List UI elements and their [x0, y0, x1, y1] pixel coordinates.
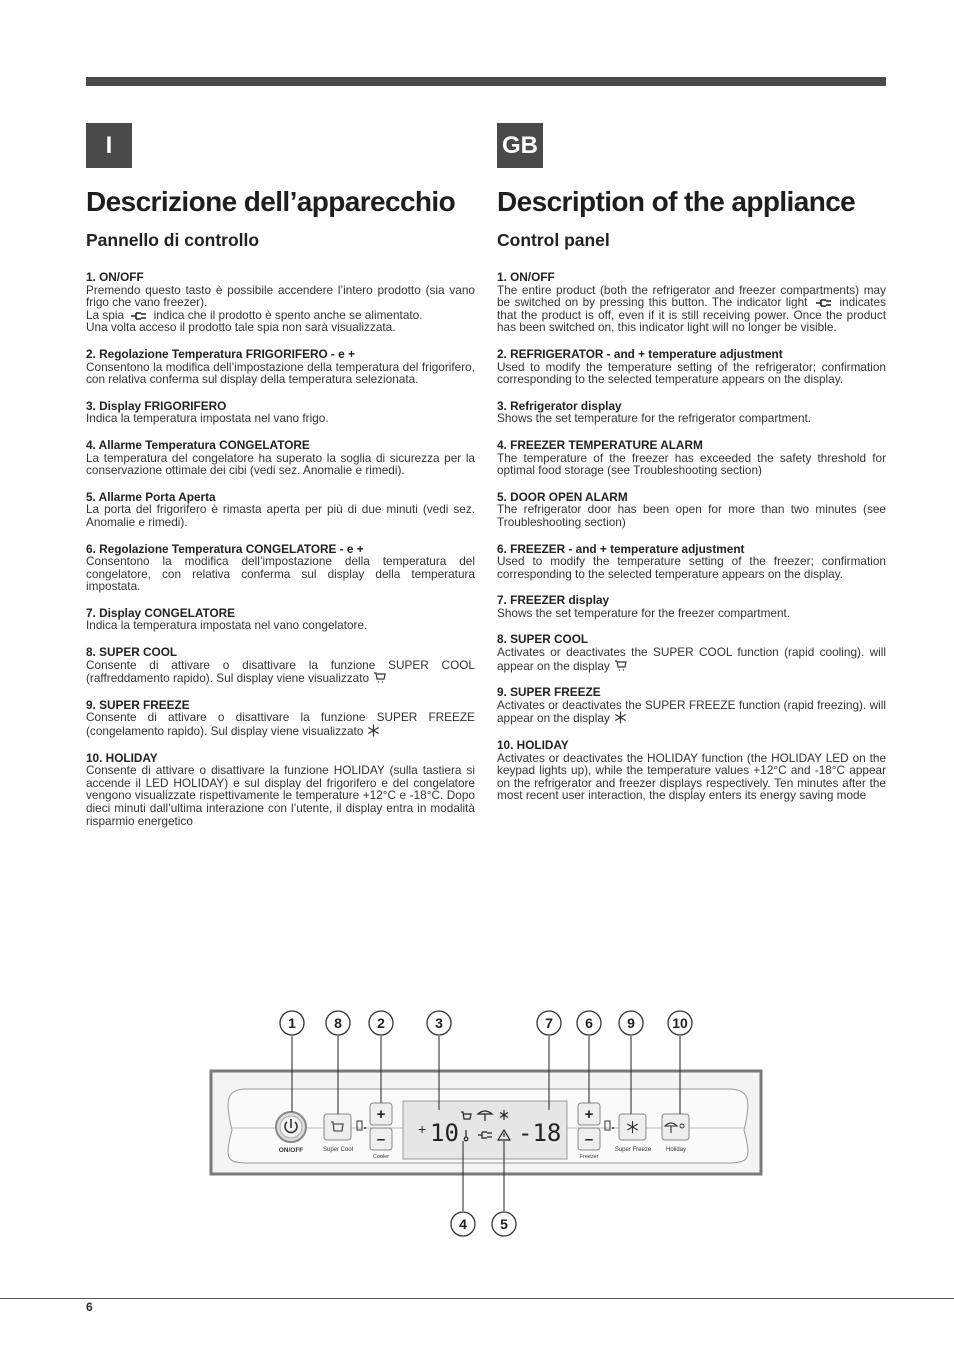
item-text: Consente di attivare o disattivare la funzione SUPER COOL (raffreddamento rapido). Sul display viene visualizzato: [86, 657, 475, 686]
it-item-4: [86, 439, 475, 477]
minus-icon: –: [376, 1131, 386, 1148]
item-text: Shows the set temperature for the freezer compartment.: [497, 605, 791, 620]
item-title: 6. Regolazione Temperatura CONGELATORE - e +: [86, 541, 364, 556]
item-text: La temperatura del congelatore ha superato la soglia di sicurezza per la conservazione ottimale dei cibi (vedi sez. Anomalie e rimedi).: [86, 450, 475, 478]
snowflake-icon: [367, 724, 380, 737]
item-title: 10. HOLIDAY: [497, 738, 569, 753]
english-title: Description of the appliance: [497, 186, 856, 217]
freezer-temp-readout: -18: [518, 1119, 562, 1147]
holiday-label: Holiday: [665, 1147, 687, 1153]
item-text: The entire product (both the refrigerator and freezer compartments) may be switched on by pressing this button. The indicator light indicates that the product is off, even if it is still receiving power. Once the product has been switched on, this indicator light will no longer be visible.: [497, 282, 886, 335]
item-title: 5. Allarme Porta Aperta: [86, 489, 216, 504]
control-panel-diagram: [0, 1000, 954, 1250]
item-text: The temperature of the freezer has exceeded the safety threshold for optimal food storage (see Troubleshooting section): [497, 450, 886, 478]
english-subtitle: Control panel: [497, 230, 610, 250]
item-text: Used to modify the temperature setting of the freezer; confirmation corresponding to the selected temperature appears on the display.: [497, 554, 886, 581]
italian-language-badge: I: [86, 123, 132, 168]
callout-number: 9: [627, 1015, 635, 1031]
freezer-label: Freezer: [579, 1154, 599, 1160]
superfreeze-label: Super Freeze: [614, 1147, 652, 1153]
gb-item-8: [497, 633, 886, 672]
item-title: 3. Refrigerator display: [497, 398, 622, 413]
callout-number: 5: [500, 1216, 508, 1232]
callout-number: 7: [545, 1015, 553, 1031]
item-title: 10. HOLIDAY: [86, 750, 158, 765]
english-column: [497, 186, 886, 812]
item-text: Indica la temperatura impostata nel vano congelatore.: [86, 618, 368, 633]
item-text: Consentono la modifica dell’impostazione della temperatura del frigorifero, con relativa conferma sul display della temperatura selezionata.: [86, 359, 475, 387]
item-title: 1. ON/OFF: [497, 270, 555, 284]
cooler-label: Cooler: [372, 1154, 390, 1160]
footer-rule: [0, 1298, 954, 1299]
supercool-label: Super Cool: [322, 1147, 354, 1153]
cooler-indicator-icon: +: [418, 1121, 427, 1137]
freezer-led-dot: [612, 1127, 614, 1129]
item-title: 9. SUPER FREEZE: [86, 697, 190, 712]
callout-number: 3: [435, 1015, 443, 1031]
item-text: Consente di attivare o disattivare la funzione HOLIDAY (sulla tastiera si accende il LED HOLIDAY) e sul display del frigorifero e del congelatore vengono visualizzate rispettivamente le temperature +12°C e -18°C. Dopo dieci minuti dall’ultima interazione con l’utente, il display entra in modalità risparmio energetico: [86, 763, 475, 828]
item-title: 7. Display CONGELATORE: [86, 605, 236, 620]
it-item-6: [86, 543, 475, 593]
callout-number: 4: [459, 1216, 467, 1232]
it-item-9: [86, 699, 475, 738]
item-title: 4. Allarme Temperatura CONGELATORE: [86, 437, 310, 452]
gb-item-6: [497, 543, 886, 581]
item-title: 8. SUPER COOL: [497, 632, 589, 647]
callout-number: 2: [377, 1015, 385, 1031]
it-item-onoff: [86, 271, 475, 334]
item-text: Used to modify the temperature setting of the refrigerator; confirmation corresponding to the selected temperature appears on the display.: [497, 359, 886, 387]
fridge-led-dot: [364, 1127, 366, 1129]
item-title: 5. DOOR OPEN ALARM: [497, 489, 628, 504]
item-text: Activates or deactivates the SUPER FREEZE function (rapid freezing). will appear on the display: [497, 697, 886, 726]
item-text: The refrigerator door has been open for more than two minutes (see Troubleshooting section): [497, 502, 886, 529]
item-title: 2. Regolazione Temperatura FRIGORIFERO - e +: [86, 346, 355, 361]
gb-item-3: [497, 400, 886, 425]
item-title: 9. SUPER FREEZE: [497, 685, 601, 700]
gb-item-2: [497, 348, 886, 386]
item-title: 4. FREEZER TEMPERATURE ALARM: [497, 437, 703, 452]
item-text: Consente di attivare o disattivare la funzione SUPER FREEZE (congelamento rapido). Sul display viene visualizzato: [86, 710, 475, 739]
plug-indicator-icon: [815, 298, 832, 308]
plus-icon: +: [584, 1106, 594, 1123]
item-text: Activates or deactivates the SUPER COOL function (rapid cooling). will appear on the display: [497, 645, 886, 673]
it-item-7: [86, 607, 475, 632]
item-title: 1. ON/OFF: [86, 270, 144, 284]
plus-icon: +: [376, 1106, 386, 1123]
callout-number: 1: [288, 1015, 296, 1031]
item-text: Premendo questo tasto è possibile accendere l’intero prodotto (sia vano frigo che vano freezer). La spia indica che il prodotto è spento anche se alimentato. Una volta acceso il prodotto tale spia non sarà visualizzata.: [86, 282, 475, 335]
gb-item-9: [497, 686, 886, 725]
page-number: 6: [86, 1300, 93, 1314]
it-item-8: [86, 646, 475, 685]
it-item-3: [86, 400, 475, 425]
italian-column: [86, 186, 475, 837]
it-item-10: [86, 752, 475, 828]
item-text: Consentono la modifica dell’impostazione della temperatura del congelatore, con relativa conferma sul display della temperatura impostata.: [86, 554, 475, 594]
item-title: 2. REFRIGERATOR - and + temperature adjustment: [497, 346, 783, 361]
italian-subtitle: Pannello di controllo: [86, 230, 260, 250]
item-title: 3. Display FRIGORIFERO: [86, 398, 227, 413]
onoff-label: ON/OFF: [278, 1147, 304, 1154]
item-text: Indica la temperatura impostata nel vano frigo.: [86, 411, 329, 426]
italian-title: Descrizione dell’apparecchio: [86, 186, 456, 217]
gb-item-onoff: [497, 271, 886, 334]
callout-number: 6: [585, 1015, 593, 1031]
callout-number: 10: [672, 1015, 688, 1031]
item-title: 8. SUPER COOL: [86, 645, 178, 660]
gb-item-4: [497, 439, 886, 477]
gb-item-5: [497, 491, 886, 529]
holiday-button[interactable]: [662, 1114, 689, 1140]
item-text: Shows the set temperature for the refrigerator compartment.: [497, 411, 812, 426]
cart-icon: [614, 659, 627, 672]
supercool-button[interactable]: [324, 1114, 351, 1140]
callout-number: 8: [334, 1015, 342, 1031]
gb-item-7: [497, 594, 886, 619]
item-title: 7. FREEZER display: [497, 593, 610, 608]
item-text: Activates or deactivates the HOLIDAY function (the HOLIDAY LED on the keypad lights up), while the temperature values +12°C and -18°C appear on the refrigerator and freezer displays respectively. Ten minutes after the most recent user interaction, the display enters its energy saving mode: [497, 750, 886, 803]
it-item-5: [86, 491, 475, 529]
cart-icon: [373, 671, 386, 684]
fridge-temp-readout: 10: [430, 1119, 459, 1147]
item-text: La porta del frigorifero è rimasta aperta per più di due minuti (vedi sez. Anomalie e rimedi).: [86, 502, 475, 529]
gb-item-10: [497, 739, 886, 802]
plug-indicator-icon: [130, 311, 147, 321]
it-item-2: [86, 348, 475, 386]
english-language-badge: GB: [497, 123, 543, 168]
top-rule: [86, 77, 886, 86]
snowflake-icon: [614, 711, 627, 724]
minus-icon: –: [584, 1131, 594, 1148]
item-title: 6. FREEZER - and + temperature adjustment: [497, 541, 745, 556]
